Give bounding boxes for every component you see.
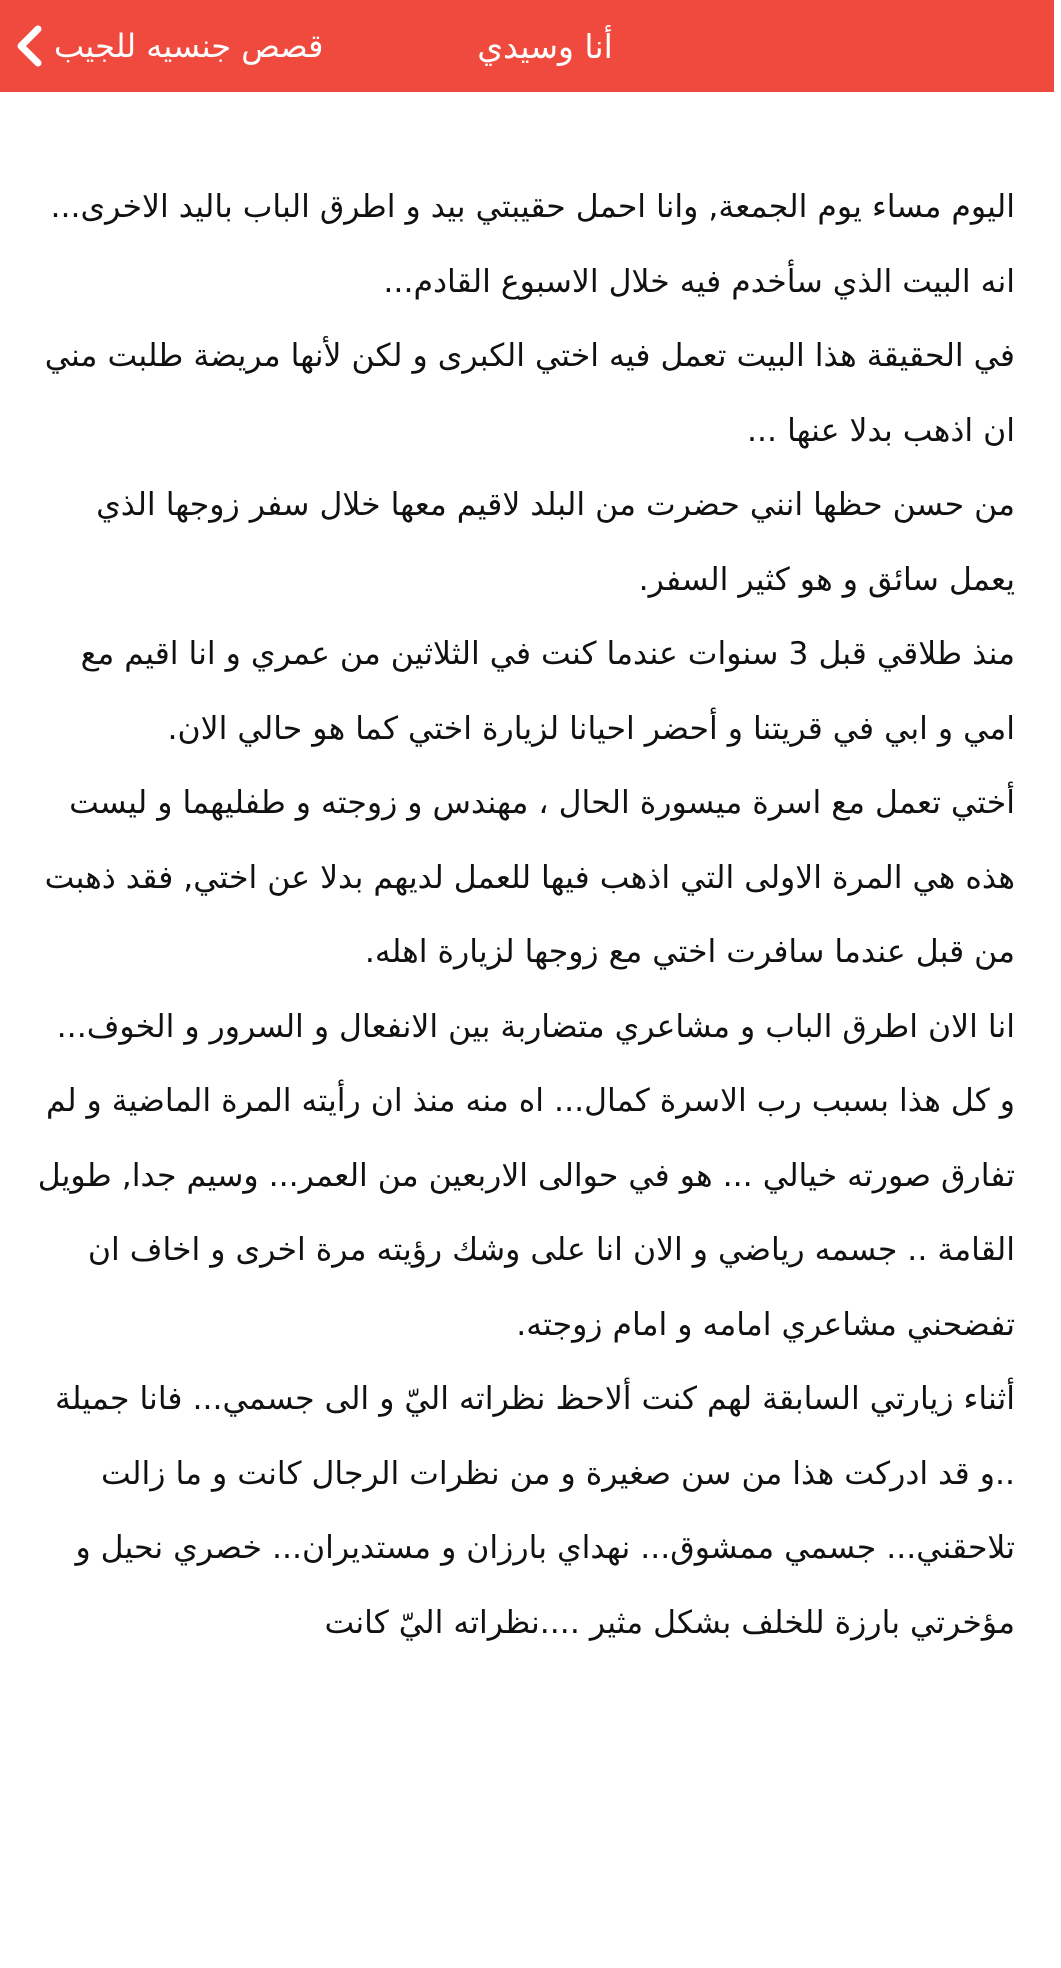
story-paragraph: في الحقيقة هذا البيت تعمل فيه اختي الكبرى و لكن لأنها مريضة طلبت مني ان اذهب بدلا عنها ... [44, 338, 1015, 449]
story-paragraph: منذ طلاقي قبل 3 سنوات عندما كنت في الثلاثين من عمري و انا اقيم مع امي و ابي في قريتنا و أحضر احيانا لزيارة اختي كما هو حالي الان. [80, 636, 1015, 747]
top-navigation-bar [0, 0, 1054, 92]
story-paragraph: أثناء زيارتي السابقة لهم كنت ألاحظ نظراته اليّ و الى جسمي... فانا جميلة ..و قد ادركت هذا من سن صغيرة و من نظرات الرجال كانت و ما زالت تلاحقني... جسمي ممشوق... نهداي بارزان و مستديران... خصري نحيل و مؤخرتي بارزة للخلف بشكل مثير ....نظراته اليّ كانت [54, 1381, 1015, 1641]
story-paragraph: من حسن حظها انني حضرت من البلد لاقيم معها خلال سفر زوجها الذي يعمل سائق و هو كثير السفر. [96, 487, 1015, 598]
story-paragraph: انا الان اطرق الباب و مشاعري متضاربة بين الانفعال و السرور و الخوف... و كل هذا بسبب رب الاسرة كمال... اه منه منذ ان رأيته المرة الماضية و لم تفارق صورته خيالي ... هو في حوالى الاربعين من العمر... وسيم جدا, طويل القامة .. جسمه رياضي و الان انا على وشك رؤيته مرة اخرى و اخاف ان تفضحني مشاعري امامه و امام زوجته. [37, 1008, 1015, 1343]
chevron-left-icon [10, 21, 48, 71]
back-button[interactable] [10, 0, 323, 92]
story-text [35, 170, 1015, 1660]
story-paragraph: أختي تعمل مع اسرة ميسورة الحال ، مهندس و زوجته و طفليهما و ليست هذه هي المرة الاولى التي اذهب فيها للعمل لديهم بدلا عن اختي, فقد ذهبت من قبل عندما سافرت اختي مع زوجها لزيارة اهله. [44, 785, 1015, 970]
story-paragraph: انه البيت الذي سأخدم فيه خلال الاسبوع القادم... [383, 263, 1015, 300]
page-title: أنا وسيدي [477, 26, 613, 66]
back-button-label: قصص جنسيه للجيب [54, 27, 324, 65]
story-paragraph: اليوم مساء يوم الجمعة, وانا احمل حقيبتي بيد و اطرق الباب باليد الاخرى... [50, 189, 1015, 225]
